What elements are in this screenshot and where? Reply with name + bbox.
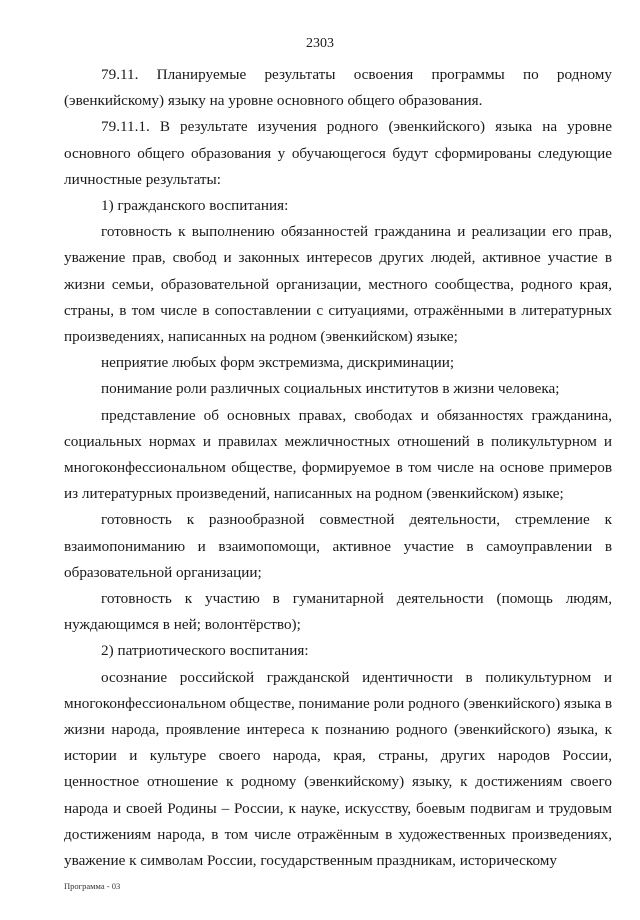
paragraph: готовность к разнообразной совместной деятельности, стремление к взаимопониманию и взаимопомощи, активное участие в самоуправлении в образовательной организации; bbox=[64, 511, 612, 581]
paragraph: готовность к участию в гуманитарной деятельности (помощь людям, нуждающимся в ней; волонтёрство); bbox=[64, 590, 612, 634]
page-number: 2303 bbox=[306, 36, 334, 51]
section-heading: 79.11. Планируемые результаты освоения программы по родному (эвенкийскому) языку на уровне основного общего образования. bbox=[64, 66, 612, 110]
paragraph: осознание российской гражданской идентичности в поликультурном и многоконфессиональном обществе, понимание роли родного (эвенкийского) языка в жизни народа, проявление интереса к познанию родного (эвенкийского) языка, к истории и культуре своего народа, края, страны, других народов России, ценностное отношение к родному (эвенкийскому) языку, к достижениям своего народа и своей Родины – России, к науке, искусству, боевым подвигам и трудовым достижениям народа, в том числе отражённым в художественных произведениях, уважение к символам России, государственным праздникам, историческому bbox=[64, 668, 612, 870]
subsection-heading: 1) гражданского воспитания: bbox=[101, 197, 289, 215]
paragraph: понимание роли различных социальных институтов в жизни человека; bbox=[101, 380, 560, 398]
paragraph: 79.11.1. В результате изучения родного (эвенкийского) языка на уровне основного общего образования у обучающегося будут сформированы следующие личностные результаты: bbox=[64, 118, 612, 188]
document-body bbox=[64, 62, 612, 874]
footer-label: Программа - 03 bbox=[64, 881, 121, 891]
subsection-heading: 2) патриотического воспитания: bbox=[101, 642, 309, 660]
paragraph: неприятие любых форм экстремизма, дискриминации; bbox=[101, 354, 455, 372]
paragraph: представление об основных правах, свободах и обязанностях гражданина, социальных нормах и правилах межличностных отношений в поликультурном и многоконфессиональном обществе, формируемое в том числе на основе примеров из литературных произведений, написанных на родном (эвенкийском) языке; bbox=[64, 406, 612, 503]
paragraph: готовность к выполнению обязанностей гражданина и реализации его прав, уважение прав, свобод и законных интересов других людей, активное участие в жизни семьи, образовательной организации, местного сообщества, родного края, страны, в том числе в сопоставлении с ситуациями, отражёнными в литературных произведениях, написанных на родном (эвенкийском) языке; bbox=[64, 223, 612, 346]
